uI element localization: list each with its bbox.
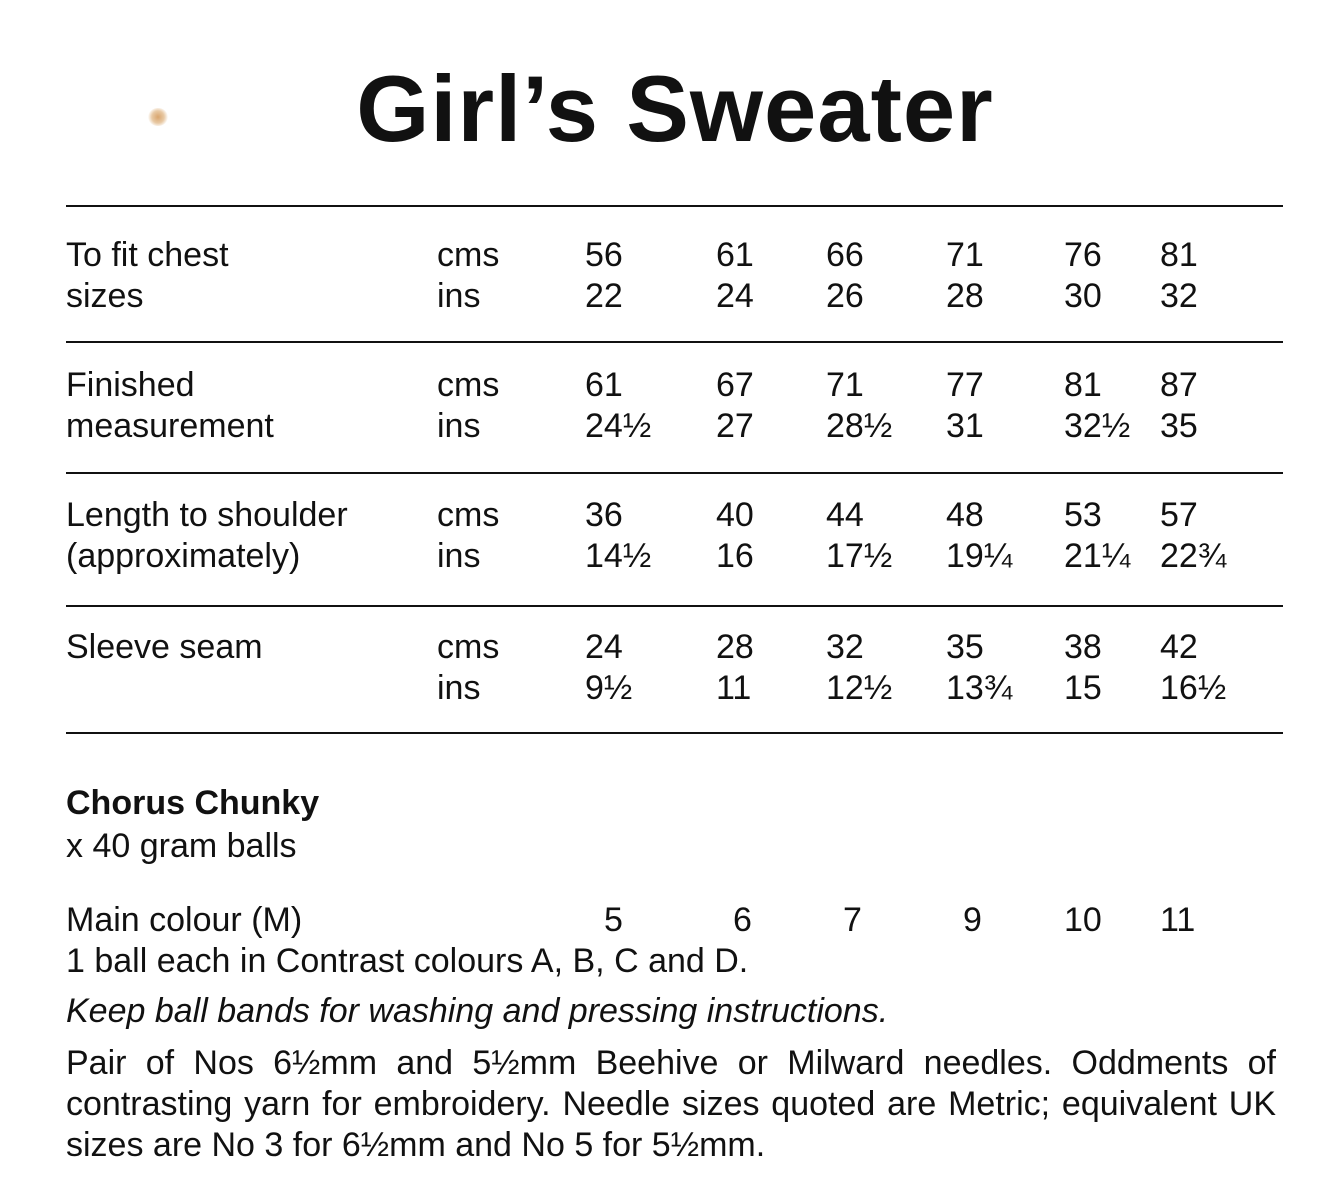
- table-rule-bottom: [66, 732, 1283, 734]
- row-label: Finished: [66, 366, 195, 404]
- ins-value: 16½: [1160, 669, 1227, 707]
- ins-value: 32½: [1064, 407, 1131, 445]
- unit-cms: cms: [437, 236, 500, 274]
- unit-cms: cms: [437, 628, 500, 666]
- main-colour-balls: 10: [1064, 901, 1102, 939]
- unit-cms: cms: [437, 366, 500, 404]
- ins-value: 28: [946, 277, 984, 315]
- cms-value: 44: [826, 496, 864, 534]
- main-colour-balls: 6: [733, 901, 752, 939]
- cms-value: 42: [1160, 628, 1198, 666]
- main-colour-balls: 11: [1160, 901, 1196, 939]
- main-colour-balls: 5: [604, 901, 623, 939]
- cms-value: 66: [826, 236, 864, 274]
- ins-value: 28½: [826, 407, 893, 445]
- ins-value: 14½: [585, 537, 652, 575]
- row-label: To fit chest: [66, 236, 229, 274]
- ins-value: 13¾: [946, 669, 1013, 707]
- cms-value: 81: [1160, 236, 1198, 274]
- cms-value: 71: [946, 236, 984, 274]
- cms-value: 28: [716, 628, 754, 666]
- cms-value: 32: [826, 628, 864, 666]
- ins-value: 24: [716, 277, 754, 315]
- table-rule-1: [66, 341, 1283, 343]
- ins-value: 19¼: [946, 537, 1013, 575]
- cms-value: 76: [1064, 236, 1102, 274]
- ins-value: 24½: [585, 407, 652, 445]
- ins-value: 26: [826, 277, 864, 315]
- ins-value: 35: [1160, 407, 1198, 445]
- cms-value: 48: [946, 496, 984, 534]
- main-colour-balls: 9: [963, 901, 982, 939]
- ins-value: 21¼: [1064, 537, 1131, 575]
- ins-value: 17½: [826, 537, 893, 575]
- unit-cms: cms: [437, 496, 500, 534]
- unit-ins: ins: [437, 407, 481, 445]
- cms-value: 56: [585, 236, 623, 274]
- row-label: Length to shoulder: [66, 496, 348, 534]
- row-label-continued: (approximately): [66, 537, 301, 575]
- ins-value: 22: [585, 277, 623, 315]
- ins-value: 9½: [585, 669, 633, 707]
- unit-ins: ins: [437, 277, 481, 315]
- cms-value: 35: [946, 628, 984, 666]
- yarn-unit: x 40 gram balls: [66, 827, 297, 865]
- ins-value: 22¾: [1160, 537, 1227, 575]
- cms-value: 40: [716, 496, 754, 534]
- table-rule-3: [66, 605, 1283, 607]
- ins-value: 16: [716, 537, 754, 575]
- cms-value: 61: [716, 236, 754, 274]
- unit-ins: ins: [437, 669, 481, 707]
- cms-value: 67: [716, 366, 754, 404]
- cms-value: 24: [585, 628, 623, 666]
- main-colour-balls: 7: [843, 901, 862, 939]
- needles-paragraph: Pair of Nos 6½mm and 5½mm Beehive or Milward needles. Oddments of contrasting yarn for embroidery. Needle sizes quoted are Metric; equivalent UK sizes are No 3 for 6½mm and No 5 for 5½mm.: [66, 1044, 1276, 1164]
- cms-value: 38: [1064, 628, 1102, 666]
- row-label: Sleeve seam: [66, 628, 263, 666]
- cms-value: 36: [585, 496, 623, 534]
- cms-value: 61: [585, 366, 623, 404]
- unit-ins: ins: [437, 537, 481, 575]
- table-rule-top: [66, 205, 1283, 207]
- contrast-colours: 1 ball each in Contrast colours A, B, C and D.: [66, 942, 749, 980]
- table-rule-2: [66, 472, 1283, 474]
- cms-value: 77: [946, 366, 984, 404]
- cms-value: 71: [826, 366, 864, 404]
- yarn-name: Chorus Chunky: [66, 784, 320, 822]
- cms-value: 87: [1160, 366, 1198, 404]
- ins-value: 15: [1064, 669, 1102, 707]
- ball-band-note: Keep ball bands for washing and pressing instructions.: [66, 992, 889, 1030]
- cms-value: 53: [1064, 496, 1102, 534]
- ins-value: 27: [716, 407, 754, 445]
- row-label-continued: measurement: [66, 407, 274, 445]
- cms-value: 81: [1064, 366, 1102, 404]
- main-colour-label: Main colour (M): [66, 901, 303, 939]
- ins-value: 11: [716, 669, 752, 707]
- page-title: Girl’s Sweater: [356, 56, 994, 161]
- cms-value: 57: [1160, 496, 1198, 534]
- ins-value: 31: [946, 407, 984, 445]
- ins-value: 32: [1160, 277, 1198, 315]
- row-label-continued: sizes: [66, 277, 144, 315]
- ins-value: 12½: [826, 669, 893, 707]
- ins-value: 30: [1064, 277, 1102, 315]
